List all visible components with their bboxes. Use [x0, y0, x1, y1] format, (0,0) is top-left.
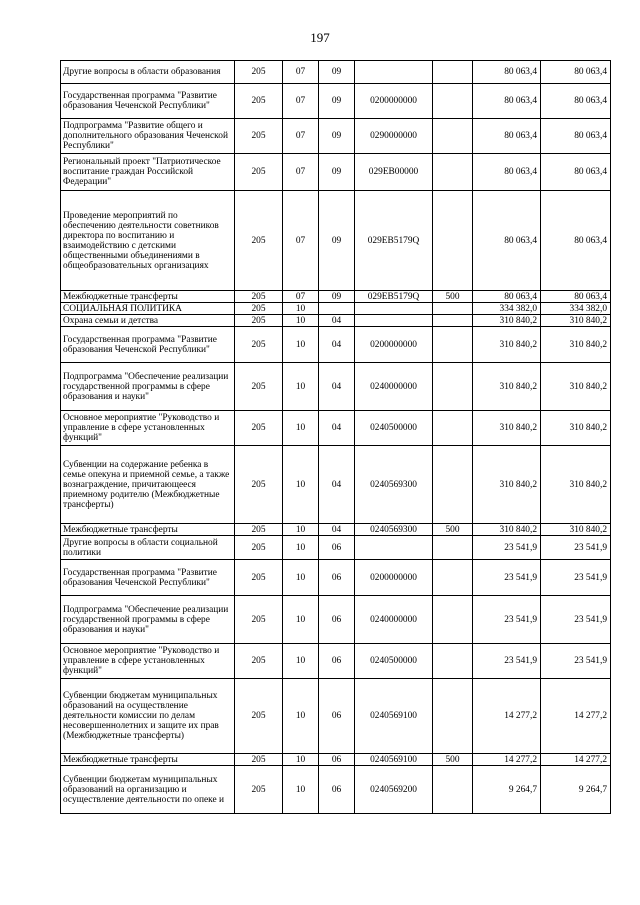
row-target-article: 0240569100 [355, 754, 433, 766]
row-name: Подпрограмма "Обеспечение реализации государственной программы в сфере образования и науки" [61, 363, 235, 411]
row-grbs: 205 [235, 291, 283, 303]
row-expense-type: 500 [433, 291, 473, 303]
row-name: Субвенции на содержание ребенка в семье опекуна и приемной семье, а также вознаграждение, причитающееся приемному родителю (Межбюджетные трансферты) [61, 446, 235, 524]
row-sum-2: 23 541,9 [541, 560, 611, 596]
row-section: 10 [283, 596, 319, 644]
row-section: 07 [283, 119, 319, 154]
row-section: 07 [283, 84, 319, 119]
row-grbs: 205 [235, 363, 283, 411]
row-section: 10 [283, 327, 319, 363]
row-subsection: 09 [319, 154, 355, 191]
row-section: 07 [283, 291, 319, 303]
row-expense-type [433, 154, 473, 191]
row-expense-type [433, 84, 473, 119]
row-target-article: 0240500000 [355, 644, 433, 679]
row-expense-type [433, 766, 473, 814]
row-section: 07 [283, 154, 319, 191]
row-section: 10 [283, 411, 319, 446]
row-subsection: 04 [319, 411, 355, 446]
row-sum-2: 80 063,4 [541, 291, 611, 303]
row-grbs: 205 [235, 754, 283, 766]
row-subsection: 09 [319, 84, 355, 119]
row-subsection: 09 [319, 61, 355, 84]
row-name: Основное мероприятие "Руководство и управление в сфере установленных функций" [61, 644, 235, 679]
row-sum-1: 80 063,4 [473, 119, 541, 154]
row-section: 10 [283, 679, 319, 754]
row-subsection: 09 [319, 191, 355, 291]
row-name: Межбюджетные трансферты [61, 754, 235, 766]
row-name: Подпрограмма "Обеспечение реализации государственной программы в сфере образования и науки" [61, 596, 235, 644]
row-sum-1: 310 840,2 [473, 327, 541, 363]
row-sum-2: 23 541,9 [541, 536, 611, 560]
row-name: Региональный проект "Патриотическое воспитание граждан Российской Федерации" [61, 154, 235, 191]
row-grbs: 205 [235, 560, 283, 596]
row-name: Межбюджетные трансферты [61, 291, 235, 303]
table-row [61, 766, 611, 814]
row-sum-1: 80 063,4 [473, 191, 541, 291]
row-target-article: 0240569300 [355, 446, 433, 524]
row-expense-type [433, 363, 473, 411]
row-grbs: 205 [235, 766, 283, 814]
row-target-article: 0240569200 [355, 766, 433, 814]
row-subsection: 04 [319, 524, 355, 536]
table-row [61, 524, 611, 536]
row-target-article: 029EB5179Q [355, 291, 433, 303]
row-name: Государственная программа "Развитие образования Чеченской Республики" [61, 84, 235, 119]
row-subsection: 06 [319, 596, 355, 644]
row-name: Другие вопросы в области образования [61, 61, 235, 84]
row-expense-type [433, 644, 473, 679]
row-name: Субвенции бюджетам муниципальных образований на организацию и осуществление деятельности по опеке и [61, 766, 235, 814]
row-subsection: 06 [319, 560, 355, 596]
row-sum-1: 23 541,9 [473, 560, 541, 596]
row-grbs: 205 [235, 191, 283, 291]
row-section: 10 [283, 303, 319, 315]
row-grbs: 205 [235, 411, 283, 446]
row-sum-2: 310 840,2 [541, 446, 611, 524]
budget-table [60, 60, 611, 814]
row-sum-2: 310 840,2 [541, 327, 611, 363]
row-target-article: 0200000000 [355, 84, 433, 119]
row-sum-2: 14 277,2 [541, 754, 611, 766]
page-number: 197 [310, 30, 330, 45]
row-subsection: 06 [319, 766, 355, 814]
row-name: Проведение мероприятий по обеспечению деятельности советников директора по воспитанию и взаимодействию с детскими общественными объединениями в общеобразовательных организациях [61, 191, 235, 291]
row-expense-type [433, 411, 473, 446]
row-target-article: 0240569100 [355, 679, 433, 754]
row-grbs: 205 [235, 84, 283, 119]
row-section: 07 [283, 61, 319, 84]
row-expense-type: 500 [433, 754, 473, 766]
table-row [61, 446, 611, 524]
table-row [61, 560, 611, 596]
row-section: 10 [283, 363, 319, 411]
row-expense-type [433, 315, 473, 327]
row-expense-type [433, 560, 473, 596]
row-name: Основное мероприятие "Руководство и управление в сфере установленных функций" [61, 411, 235, 446]
table-row [61, 536, 611, 560]
table-row [61, 154, 611, 191]
table-row [61, 61, 611, 84]
row-expense-type [433, 446, 473, 524]
row-expense-type [433, 596, 473, 644]
row-sum-1: 80 063,4 [473, 84, 541, 119]
row-grbs: 205 [235, 644, 283, 679]
row-name: Государственная программа "Развитие образования Чеченской Республики" [61, 327, 235, 363]
row-grbs: 205 [235, 303, 283, 315]
row-grbs: 205 [235, 315, 283, 327]
row-target-article: 0240000000 [355, 596, 433, 644]
row-subsection: 06 [319, 644, 355, 679]
row-sum-2: 310 840,2 [541, 411, 611, 446]
row-grbs: 205 [235, 154, 283, 191]
row-section: 10 [283, 446, 319, 524]
row-expense-type [433, 327, 473, 363]
row-name: Государственная программа "Развитие образования Чеченской Республики" [61, 560, 235, 596]
row-section: 10 [283, 766, 319, 814]
row-name: Другие вопросы в области социальной политики [61, 536, 235, 560]
row-target-article: 0200000000 [355, 327, 433, 363]
row-sum-2: 310 840,2 [541, 524, 611, 536]
row-expense-type [433, 61, 473, 84]
row-subsection: 04 [319, 446, 355, 524]
row-grbs: 205 [235, 61, 283, 84]
row-subsection: 04 [319, 327, 355, 363]
row-grbs: 205 [235, 596, 283, 644]
row-sum-1: 23 541,9 [473, 596, 541, 644]
row-subsection: 06 [319, 679, 355, 754]
row-target-article: 0240500000 [355, 411, 433, 446]
table-row [61, 84, 611, 119]
row-section: 07 [283, 191, 319, 291]
row-target-article [355, 61, 433, 84]
row-sum-2: 80 063,4 [541, 61, 611, 84]
row-target-article: 0240000000 [355, 363, 433, 411]
row-expense-type: 500 [433, 524, 473, 536]
table-row [61, 291, 611, 303]
row-subsection: 04 [319, 315, 355, 327]
row-expense-type [433, 191, 473, 291]
row-subsection: 04 [319, 363, 355, 411]
row-sum-2: 334 382,0 [541, 303, 611, 315]
row-grbs: 205 [235, 524, 283, 536]
row-name: СОЦИАЛЬНАЯ ПОЛИТИКА [61, 303, 235, 315]
row-target-article: 029EB5179Q [355, 191, 433, 291]
table-row [61, 679, 611, 754]
row-sum-1: 310 840,2 [473, 446, 541, 524]
row-sum-2: 80 063,4 [541, 191, 611, 291]
row-sum-1: 310 840,2 [473, 524, 541, 536]
table-row [61, 644, 611, 679]
table-row [61, 327, 611, 363]
table-row [61, 315, 611, 327]
row-sum-1: 310 840,2 [473, 411, 541, 446]
row-sum-2: 310 840,2 [541, 315, 611, 327]
row-sum-1: 310 840,2 [473, 363, 541, 411]
row-sum-2: 310 840,2 [541, 363, 611, 411]
row-sum-1: 80 063,4 [473, 291, 541, 303]
table-row [61, 411, 611, 446]
row-section: 10 [283, 524, 319, 536]
row-target-article [355, 536, 433, 560]
row-section: 10 [283, 315, 319, 327]
row-name: Подпрограмма "Развитие общего и дополнительного образования Чеченской Республики" [61, 119, 235, 154]
row-expense-type [433, 303, 473, 315]
table-row [61, 303, 611, 315]
row-section: 10 [283, 536, 319, 560]
row-target-article: 029EB00000 [355, 154, 433, 191]
row-sum-1: 23 541,9 [473, 536, 541, 560]
table-body [61, 61, 611, 814]
row-sum-1: 23 541,9 [473, 644, 541, 679]
row-sum-2: 23 541,9 [541, 596, 611, 644]
row-target-article: 0240569300 [355, 524, 433, 536]
row-sum-1: 14 277,2 [473, 679, 541, 754]
row-grbs: 205 [235, 679, 283, 754]
row-target-article: 0200000000 [355, 560, 433, 596]
row-target-article: 0290000000 [355, 119, 433, 154]
row-sum-2: 80 063,4 [541, 154, 611, 191]
table-row [61, 754, 611, 766]
row-sum-1: 14 277,2 [473, 754, 541, 766]
row-sum-1: 334 382,0 [473, 303, 541, 315]
row-subsection: 06 [319, 754, 355, 766]
table-row [61, 119, 611, 154]
row-sum-2: 9 264,7 [541, 766, 611, 814]
table-row [61, 363, 611, 411]
row-section: 10 [283, 560, 319, 596]
row-subsection: 09 [319, 291, 355, 303]
row-target-article [355, 303, 433, 315]
row-subsection: 09 [319, 119, 355, 154]
row-expense-type [433, 679, 473, 754]
row-expense-type [433, 119, 473, 154]
row-sum-2: 23 541,9 [541, 644, 611, 679]
table-row [61, 596, 611, 644]
row-subsection [319, 303, 355, 315]
row-sum-1: 80 063,4 [473, 61, 541, 84]
row-sum-1: 9 264,7 [473, 766, 541, 814]
row-sum-1: 310 840,2 [473, 315, 541, 327]
row-name: Охрана семьи и детства [61, 315, 235, 327]
row-name: Субвенции бюджетам муниципальных образований на осуществление деятельности комиссии по делам несовершеннолетних и защите их прав (Межбюджетные трансферты) [61, 679, 235, 754]
row-expense-type [433, 536, 473, 560]
row-sum-2: 14 277,2 [541, 679, 611, 754]
row-section: 10 [283, 754, 319, 766]
row-sum-1: 80 063,4 [473, 154, 541, 191]
row-name: Межбюджетные трансферты [61, 524, 235, 536]
row-section: 10 [283, 644, 319, 679]
row-grbs: 205 [235, 327, 283, 363]
row-sum-2: 80 063,4 [541, 119, 611, 154]
table-row [61, 191, 611, 291]
row-grbs: 205 [235, 446, 283, 524]
row-grbs: 205 [235, 536, 283, 560]
row-subsection: 06 [319, 536, 355, 560]
row-grbs: 205 [235, 119, 283, 154]
row-target-article [355, 315, 433, 327]
row-sum-2: 80 063,4 [541, 84, 611, 119]
